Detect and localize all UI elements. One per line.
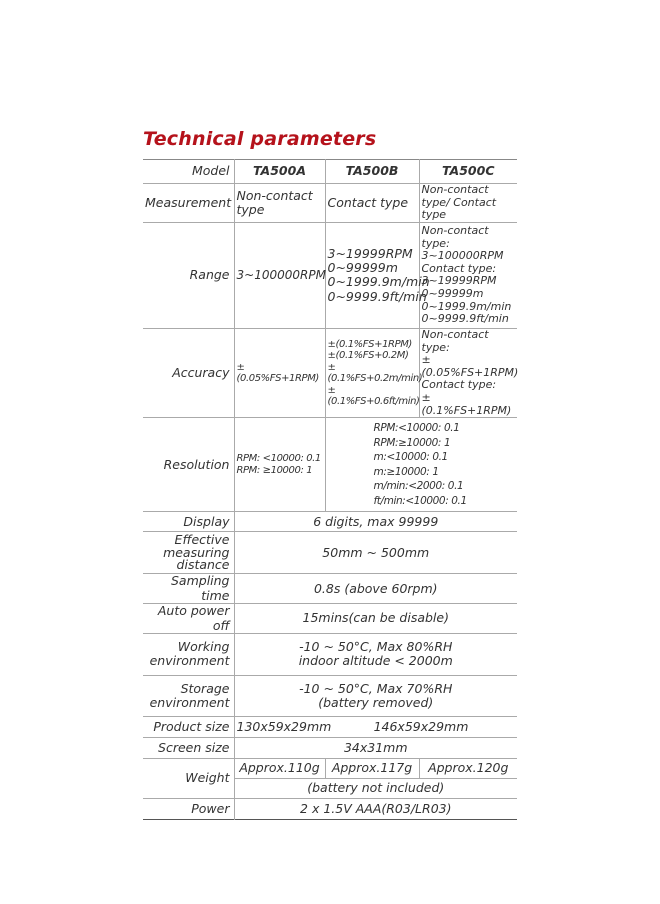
accuracy-c-line: ±(0.1%FS+1RPM)	[421, 391, 512, 417]
range-label: Range	[143, 222, 234, 328]
accuracy-c-line: Non-contact type:	[421, 327, 489, 354]
weight-c: Approx.120g	[419, 758, 517, 778]
product-size-label: Product size	[143, 716, 234, 737]
accuracy-c	[419, 328, 517, 417]
resolution-row	[143, 418, 517, 512]
storage-label-line: environment	[149, 694, 230, 710]
resolution-bc-line: m:<10000: 0.1	[373, 451, 448, 464]
range-b-line: 0~99999m	[327, 260, 398, 276]
range-row	[143, 222, 517, 328]
sampling-value: 0.8s (above 60rpm)	[234, 574, 517, 604]
range-c	[419, 222, 517, 328]
model-ta500c: TA500C	[419, 160, 517, 184]
measurement-row	[143, 184, 517, 223]
working-row	[143, 633, 517, 675]
product-size-a: 130x59x29mm	[234, 716, 325, 737]
screen-size-value: 34x31mm	[234, 737, 517, 758]
storage-value-line: -10 ~ 50°C, Max 70%RH	[299, 680, 453, 696]
accuracy-a: ±(0.05%FS+1RPM)	[234, 328, 325, 417]
accuracy-c-line: ±(0.05%FS+1RPM)	[421, 353, 519, 379]
power-label: Power	[143, 798, 234, 819]
weight-note: (battery not included)	[234, 778, 517, 798]
working-value-line: indoor altitude < 2000m	[298, 653, 453, 669]
resolution-a-line: RPM: <10000: 0.1	[236, 453, 321, 465]
weight-label: Weight	[143, 758, 234, 798]
resolution-bc-line: m/min:<2000: 0.1	[373, 480, 464, 493]
screen-size-label: Screen size	[143, 737, 234, 758]
storage-value-line: (battery removed)	[318, 694, 434, 710]
accuracy-b-line: ±(0.1%FS+0.2m/min)	[327, 361, 423, 385]
measurement-a: Non-contact type	[234, 184, 325, 223]
range-b-line: 0~9999.9ft/min	[327, 288, 427, 304]
range-b-line: 3~19999RPM	[327, 245, 413, 261]
range-c-line: Non-contact type:	[421, 223, 489, 250]
measurement-b: Contact type	[325, 184, 419, 223]
range-c-line: 0~99999m	[421, 287, 484, 301]
distance-label-line: distance	[176, 557, 230, 573]
range-c-line: 3~19999RPM	[421, 274, 497, 288]
display-row	[143, 512, 517, 532]
range-c-line: 0~9999.9ft/min	[421, 312, 509, 326]
sampling-row	[143, 574, 517, 604]
product-size-bc: 146x59x29mm	[325, 716, 517, 737]
range-b-line: 0~1999.9m/min	[327, 274, 430, 290]
screen-size-row	[143, 737, 517, 758]
distance-value: 50mm ~ 500mm	[234, 532, 517, 574]
weight-a: Approx.110g	[234, 758, 325, 778]
working-label	[143, 633, 234, 675]
resolution-a	[234, 418, 325, 512]
weight-row	[143, 758, 517, 778]
sampling-label: Sampling time	[143, 574, 234, 604]
resolution-label: Resolution	[143, 418, 234, 512]
resolution-bc-line: RPM:<10000: 0.1	[373, 422, 460, 435]
accuracy-b	[325, 328, 423, 417]
working-value	[234, 633, 517, 675]
display-label: Display	[143, 512, 234, 532]
measurement-c: Non-contact type/ Contact type	[419, 184, 517, 223]
autopower-row	[143, 604, 517, 634]
range-c-line: Contact type:	[421, 261, 497, 275]
distance-row	[143, 532, 517, 574]
page-title: Technical parameters	[143, 128, 377, 150]
resolution-bc-line: RPM:≥10000: 1	[373, 436, 451, 449]
power-value: 2 x 1.5V AAA(R03/LR03)	[234, 798, 517, 819]
storage-label-line: Storage	[180, 680, 230, 696]
model-label: Model	[191, 163, 230, 179]
range-c-line: 0~1999.9m/min	[421, 299, 512, 313]
storage-row	[143, 675, 517, 716]
accuracy-label: Accuracy	[143, 328, 234, 417]
model-ta500a: TA500A	[234, 160, 325, 184]
autopower-value: 15mins(can be disable)	[234, 604, 517, 634]
resolution-a-line: RPM: ≥10000: 1	[236, 464, 313, 476]
storage-value	[234, 675, 517, 716]
accuracy-row	[143, 328, 517, 417]
display-value: 6 digits, max 99999	[234, 512, 517, 532]
accuracy-b-line: ±(0.1%FS+0.6ft/min)	[327, 384, 420, 408]
power-row	[143, 798, 517, 819]
range-a: 3~100000RPM	[234, 222, 325, 328]
distance-label-line: measuring	[163, 544, 230, 560]
measurement-label: Measurement	[143, 184, 234, 223]
product-size-row	[143, 716, 517, 737]
resolution-bc-line: ft/min:<10000: 0.1	[373, 494, 467, 507]
model-ta500b: TA500B	[325, 160, 419, 184]
working-value-line: -10 ~ 50°C, Max 80%RH	[299, 639, 453, 655]
accuracy-c-line: Contact type:	[421, 378, 497, 392]
spec-table	[143, 159, 517, 820]
resolution-bc	[325, 418, 517, 512]
distance-label	[143, 532, 234, 574]
weight-b: Approx.117g	[325, 758, 419, 778]
autopower-label: Auto power off	[143, 604, 234, 634]
working-label-line: Working	[177, 639, 230, 655]
resolution-bc-line: m:≥10000: 1	[373, 465, 439, 478]
accuracy-b-line: ±(0.1%FS+1RPM)	[327, 338, 412, 350]
storage-label	[143, 675, 234, 716]
range-c-line: 3~100000RPM	[421, 249, 504, 263]
working-label-line: environment	[149, 653, 230, 669]
distance-label-line: Effective	[174, 532, 230, 548]
header-row	[143, 160, 517, 184]
range-b	[325, 222, 430, 328]
accuracy-b-line: ±(0.1%FS+0.2M)	[327, 350, 409, 362]
